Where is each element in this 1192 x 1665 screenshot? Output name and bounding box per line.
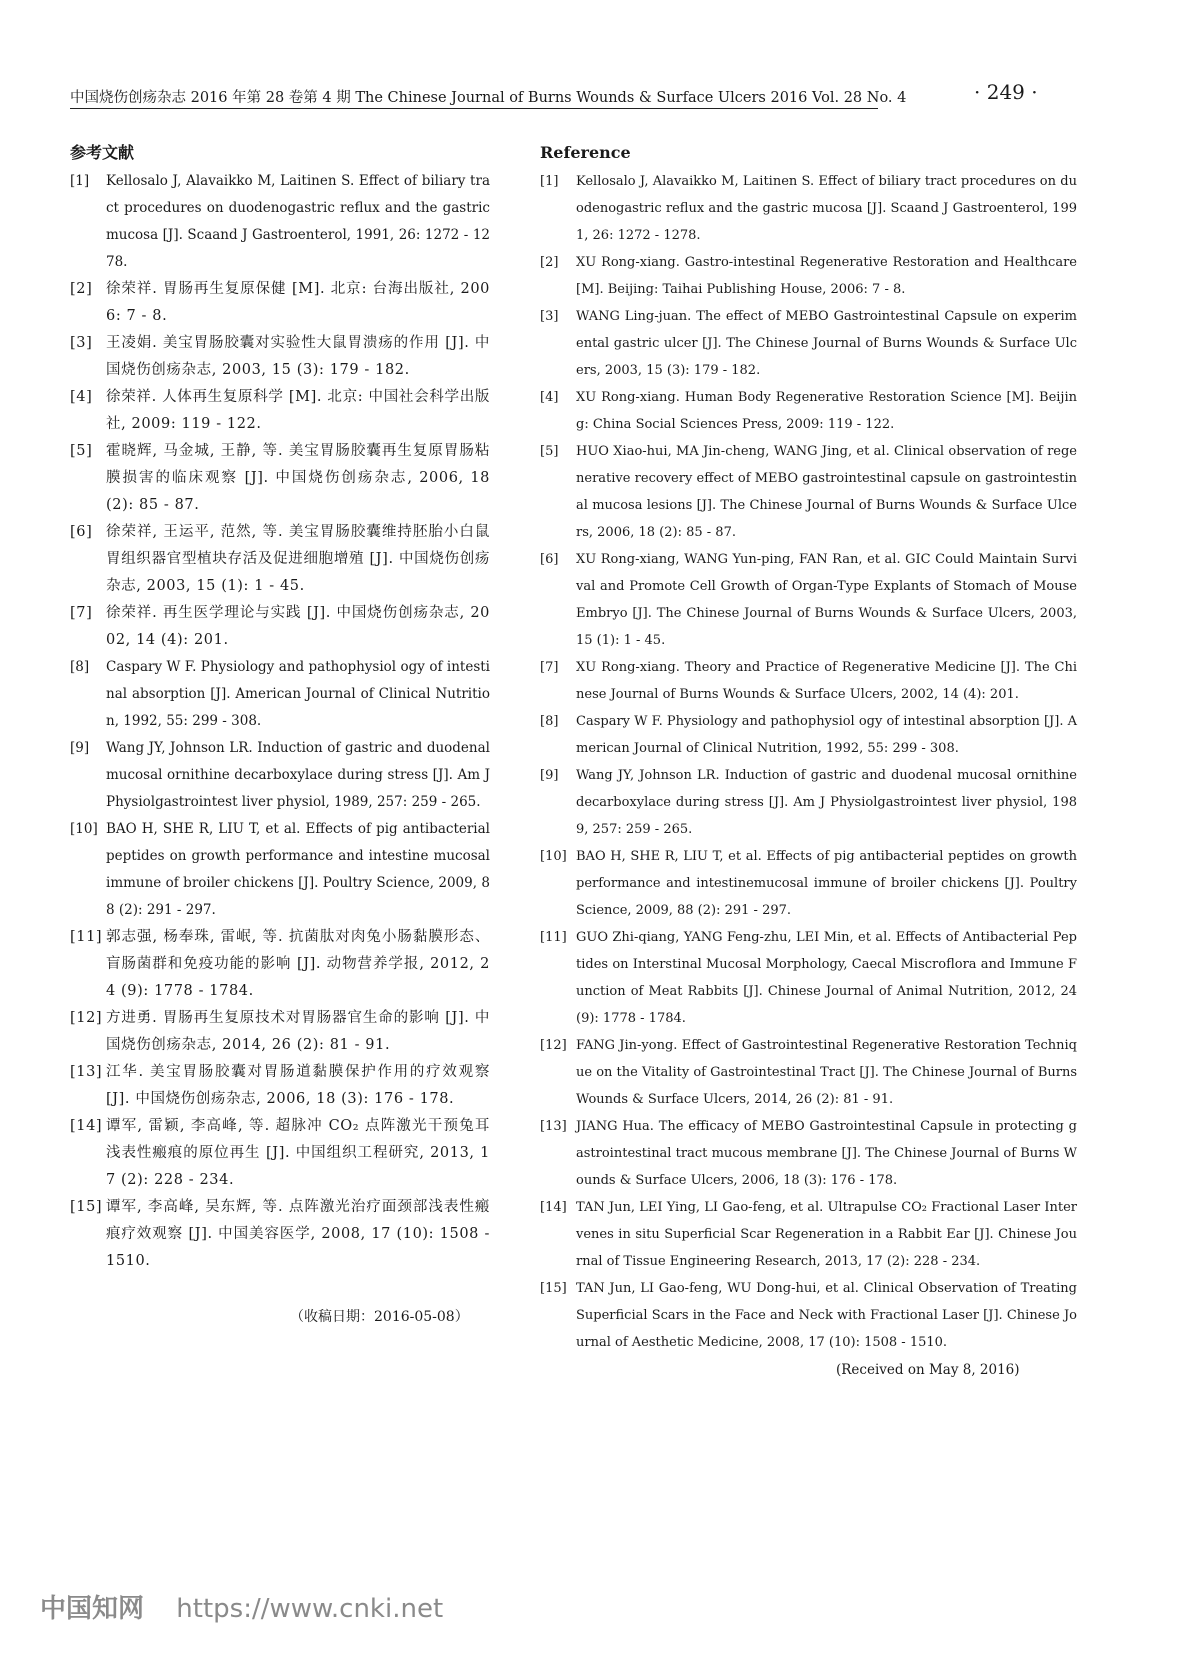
chinese-reference-list: [70, 168, 490, 1275]
reference-number: [5]: [70, 443, 93, 459]
reference-text: 徐荣祥. 胃肠再生复原保健 [M]. 北京: 台海出版社, 2006: 7 - 8.: [106, 281, 490, 324]
reference-text: 谭军, 雷颖, 李高峰, 等. 超脉冲 CO₂ 点阵激光干预兔耳浅表性瘢痕的原位再生 [J]. 中国组织工程研究, 2013, 17 (2): 228 - 234.: [106, 1118, 490, 1188]
received-date-english: (Received on May 8, 2016): [836, 1362, 1020, 1378]
page-number: · 249 ·: [974, 80, 1038, 104]
reference-item: [540, 654, 1077, 708]
reference-number: [2]: [70, 281, 93, 297]
reference-number: [11]: [540, 930, 567, 945]
watermark-site-name: 中国知网: [40, 1594, 145, 1624]
reference-text: Kellosalo J, Alavaikko M, Laitinen S. Effect of biliary tract procedures on duodenogastric reflux and the gastric mucosa [J]. Scaand J Gastroenterol, 1991, 26: 1272 - 1278.: [106, 173, 490, 270]
reference-number: [3]: [540, 309, 559, 324]
reference-item: [70, 654, 490, 735]
reference-number: [10]: [540, 849, 567, 864]
reference-number: [1]: [70, 173, 90, 189]
reference-item: [540, 843, 1077, 924]
reference-text: 江华. 美宝胃肠胶囊对胃肠道黏膜保护作用的疗效观察 [J]. 中国烧伤创疡杂志, 2006, 18 (3): 176 - 178.: [106, 1064, 490, 1107]
reference-text: TAN Jun, LEI Ying, LI Gao-feng, et al. Ultrapulse CO₂ Fractional Laser Intervenes in situ Superficial Scar Regeneration in a Rabbit Ear [J]. Chinese Journal of Tissue Engineering Research, 2013, 17 (2): 228 - 234.: [576, 1200, 1077, 1269]
reference-text: TAN Jun, LI Gao-feng, WU Dong-hui, et al. Clinical Observation of Treating Superficial Scars in the Face and Neck with Fractional Laser [J]. Chinese Journal of Aesthetic Medicine, 2008, 17 (10): 1508 - 1510.: [576, 1281, 1077, 1350]
reference-text: XU Rong-xiang, WANG Yun-ping, FAN Ran, et al. GIC Could Maintain Survival and Promote Cell Growth of Organ-Type Explants of Stomach of Mouse Embryo [J]. The Chinese Journal of Burns Wounds & Surface Ulcers, 2003, 15 (1): 1 - 45.: [576, 552, 1077, 648]
reference-text: 方进勇. 胃肠再生复原技术对胃肠器官生命的影响 [J]. 中国烧伤创疡杂志, 2014, 26 (2): 81 - 91.: [106, 1010, 490, 1053]
reference-number: [14]: [70, 1118, 103, 1134]
reference-item: [70, 1113, 490, 1194]
reference-number: [9]: [70, 740, 90, 756]
reference-item: [540, 249, 1077, 303]
reference-number: [8]: [70, 659, 90, 675]
reference-number: [6]: [540, 552, 559, 567]
reference-number: [5]: [540, 444, 559, 459]
reference-item: [70, 924, 490, 1005]
reference-number: [11]: [70, 929, 103, 945]
reference-text: Kellosalo J, Alavaikko M, Laitinen S. Effect of biliary tract procedures on duodenogastric reflux and the gastric mucosa [J]. Scaand J Gastroenterol, 1991, 26: 1272 - 1278.: [576, 174, 1077, 243]
reference-text: 霍晓辉, 马金城, 王静, 等. 美宝胃肠胶囊再生复原胃肠粘膜损害的临床观察 [J]. 中国烧伤创疡杂志, 2006, 18 (2): 85 - 87.: [106, 443, 490, 513]
chinese-references-column: [70, 140, 490, 1275]
english-references-column: [540, 140, 1077, 1356]
reference-text: WANG Ling-juan. The effect of MEBO Gastrointestinal Capsule on experimental gastric ulcer [J]. The Chinese Journal of Burns Wounds & Surface Ulcers, 2003, 15 (3): 179 - 182.: [576, 309, 1077, 378]
reference-number: [2]: [540, 255, 559, 270]
reference-number: [1]: [540, 174, 559, 189]
reference-text: Wang JY, Johnson LR. Induction of gastric and duodenal mucosal ornithine decarboxylace during stress [J]. Am J Physiolgastrointest liver physiol, 1989, 257: 259 - 265.: [576, 768, 1077, 837]
reference-item: [70, 384, 490, 438]
reference-item: [540, 762, 1077, 843]
reference-item: [70, 600, 490, 654]
reference-text: JIANG Hua. The efficacy of MEBO Gastrointestinal Capsule in protecting gastrointestinal tract mucous membrane [J]. The Chinese Journal of Burns Wounds & Surface Ulcers, 2006, 18 (3): 176 - 178.: [576, 1119, 1077, 1188]
reference-item: [540, 384, 1077, 438]
reference-text: 谭军, 李高峰, 吴东辉, 等. 点阵激光治疗面颈部浅表性瘢痕疗效观察 [J]. 中国美容医学, 2008, 17 (10): 1508 - 1510.: [106, 1199, 490, 1269]
received-date-chinese: （收稿日期：2016-05-08）: [290, 1309, 469, 1325]
reference-number: [7]: [70, 605, 93, 621]
reference-number: [4]: [70, 389, 93, 405]
reference-text: Caspary W F. Physiology and pathophysiol ogy of intestinal absorption [J]. American Journal of Clinical Nutrition, 1992, 55: 299 - 308.: [576, 714, 1077, 756]
reference-number: [12]: [540, 1038, 567, 1053]
reference-text: FANG Jin-yong. Effect of Gastrointestinal Regenerative Restoration Technique on the Vitality of Gastrointestinal Tract [J]. The Chinese Journal of Burns Wounds & Surface Ulcers, 2014, 26 (2): 81 - 91.: [576, 1038, 1077, 1107]
cnki-watermark: [40, 1588, 443, 1625]
reference-text: XU Rong-xiang. Human Body Regenerative Restoration Science [M]. Beijing: China Social Sciences Press, 2009: 119 - 122.: [576, 390, 1077, 432]
reference-item: [70, 735, 490, 816]
reference-number: [7]: [540, 660, 559, 675]
watermark-url: https://www.cnki.net: [176, 1594, 444, 1624]
reference-item: [70, 816, 490, 924]
reference-text: BAO H, SHE R, LIU T, et al. Effects of pig antibacterial peptides on growth performance and intestinemucosal immune of broiler chickens [J]. Poultry Science, 2009, 88 (2): 291 - 297.: [576, 849, 1077, 918]
reference-number: [10]: [70, 821, 98, 837]
reference-item: [540, 303, 1077, 384]
header-rule: [70, 108, 878, 109]
reference-text: 王凌娟. 美宝胃肠胶囊对实验性大鼠胃溃疡的作用 [J]. 中国烧伤创疡杂志, 2003, 15 (3): 179 - 182.: [106, 335, 490, 378]
section-title-english: Reference: [540, 143, 631, 162]
reference-item: [540, 924, 1077, 1032]
reference-text: 徐荣祥, 王运平, 范然, 等. 美宝胃肠胶囊维持胚胎小白鼠胃组织器官型植块存活及促进细胞增殖 [J]. 中国烧伤创疡杂志, 2003, 15 (1): 1 - 45.: [106, 524, 490, 594]
reference-item: [70, 276, 490, 330]
reference-number: [9]: [540, 768, 559, 783]
reference-text: BAO H, SHE R, LIU T, et al. Effects of pig antibacterial peptides on growth performance and intestine mucosal immune of broiler chickens [J]. Poultry Science, 2009, 88 (2): 291 - 297.: [106, 821, 490, 918]
reference-text: 徐荣祥. 人体再生复原科学 [M]. 北京: 中国社会科学出版社, 2009: 119 - 122.: [106, 389, 490, 432]
reference-number: [4]: [540, 390, 559, 405]
reference-number: [6]: [70, 524, 93, 540]
reference-number: [8]: [540, 714, 559, 729]
reference-item: [70, 1005, 490, 1059]
reference-text: 郭志强, 杨奉珠, 雷岷, 等. 抗菌肽对肉兔小肠黏膜形态、盲肠菌群和免疫功能的影响 [J]. 动物营养学报, 2012, 24 (9): 1778 - 1784.: [106, 929, 490, 999]
reference-item: [540, 168, 1077, 249]
reference-item: [540, 708, 1077, 762]
reference-number: [15]: [70, 1199, 103, 1215]
reference-item: [540, 1275, 1077, 1356]
reference-number: [3]: [70, 335, 93, 351]
reference-item: [540, 1194, 1077, 1275]
reference-text: Caspary W F. Physiology and pathophysiol ogy of intestinal absorption [J]. American Journal of Clinical Nutrition, 1992, 55: 299 - 308.: [106, 659, 490, 729]
reference-number: [13]: [70, 1064, 103, 1080]
reference-number: [13]: [540, 1119, 567, 1134]
reference-item: [70, 1194, 490, 1275]
reference-text: GUO Zhi-qiang, YANG Feng-zhu, LEI Min, et al. Effects of Antibacterial Peptides on Interstinal Mucosal Morphology, Caecal Miscroflora and Immune Function of Meat Rabbits [J]. Chinese Journal of Animal Nutrition, 2012, 24 (9): 1778 - 1784.: [576, 930, 1077, 1026]
reference-number: [12]: [70, 1010, 103, 1026]
reference-text: XU Rong-xiang. Theory and Practice of Regenerative Medicine [J]. The Chinese Journal of Burns Wounds & Surface Ulcers, 2002, 14 (4): 201.: [576, 660, 1077, 702]
english-reference-list: [540, 168, 1077, 1356]
section-title-chinese: 参考文献: [70, 143, 135, 162]
reference-item: [70, 1059, 490, 1113]
reference-item: [70, 519, 490, 600]
reference-text: XU Rong-xiang. Gastro-intestinal Regenerative Restoration and Healthcare [M]. Beijing: Taihai Publishing House, 2006: 7 - 8.: [576, 255, 1077, 297]
reference-number: [15]: [540, 1281, 567, 1296]
reference-number: [14]: [540, 1200, 567, 1215]
reference-item: [540, 438, 1077, 546]
reference-text: HUO Xiao-hui, MA Jin-cheng, WANG Jing, et al. Clinical observation of regenerative recovery effect of MEBO gastrointestinal capsule on gastrointestinal mucosa lesions [J]. The Chinese Journal of Burns Wounds & Surface Ulcers, 2006, 18 (2): 85 - 87.: [576, 444, 1077, 540]
reference-item: [70, 438, 490, 519]
reference-item: [540, 1113, 1077, 1194]
reference-item: [540, 1032, 1077, 1113]
reference-text: 徐荣祥. 再生医学理论与实践 [J]. 中国烧伤创疡杂志, 2002, 14 (4): 201.: [106, 605, 490, 648]
reference-text: Wang JY, Johnson LR. Induction of gastric and duodenal mucosal ornithine decarboxylace during stress [J]. Am J Physiolgastrointest liver physiol, 1989, 257: 259 - 265.: [106, 740, 490, 810]
running-header: 中国烧伤创疡杂志 2016 年第 28 卷第 4 期 The Chinese Journal of Burns Wounds & Surface Ulcers 2016 Vol. 28 No. 4: [70, 90, 907, 106]
reference-item: [540, 546, 1077, 654]
reference-item: [70, 330, 490, 384]
reference-item: [70, 168, 490, 276]
